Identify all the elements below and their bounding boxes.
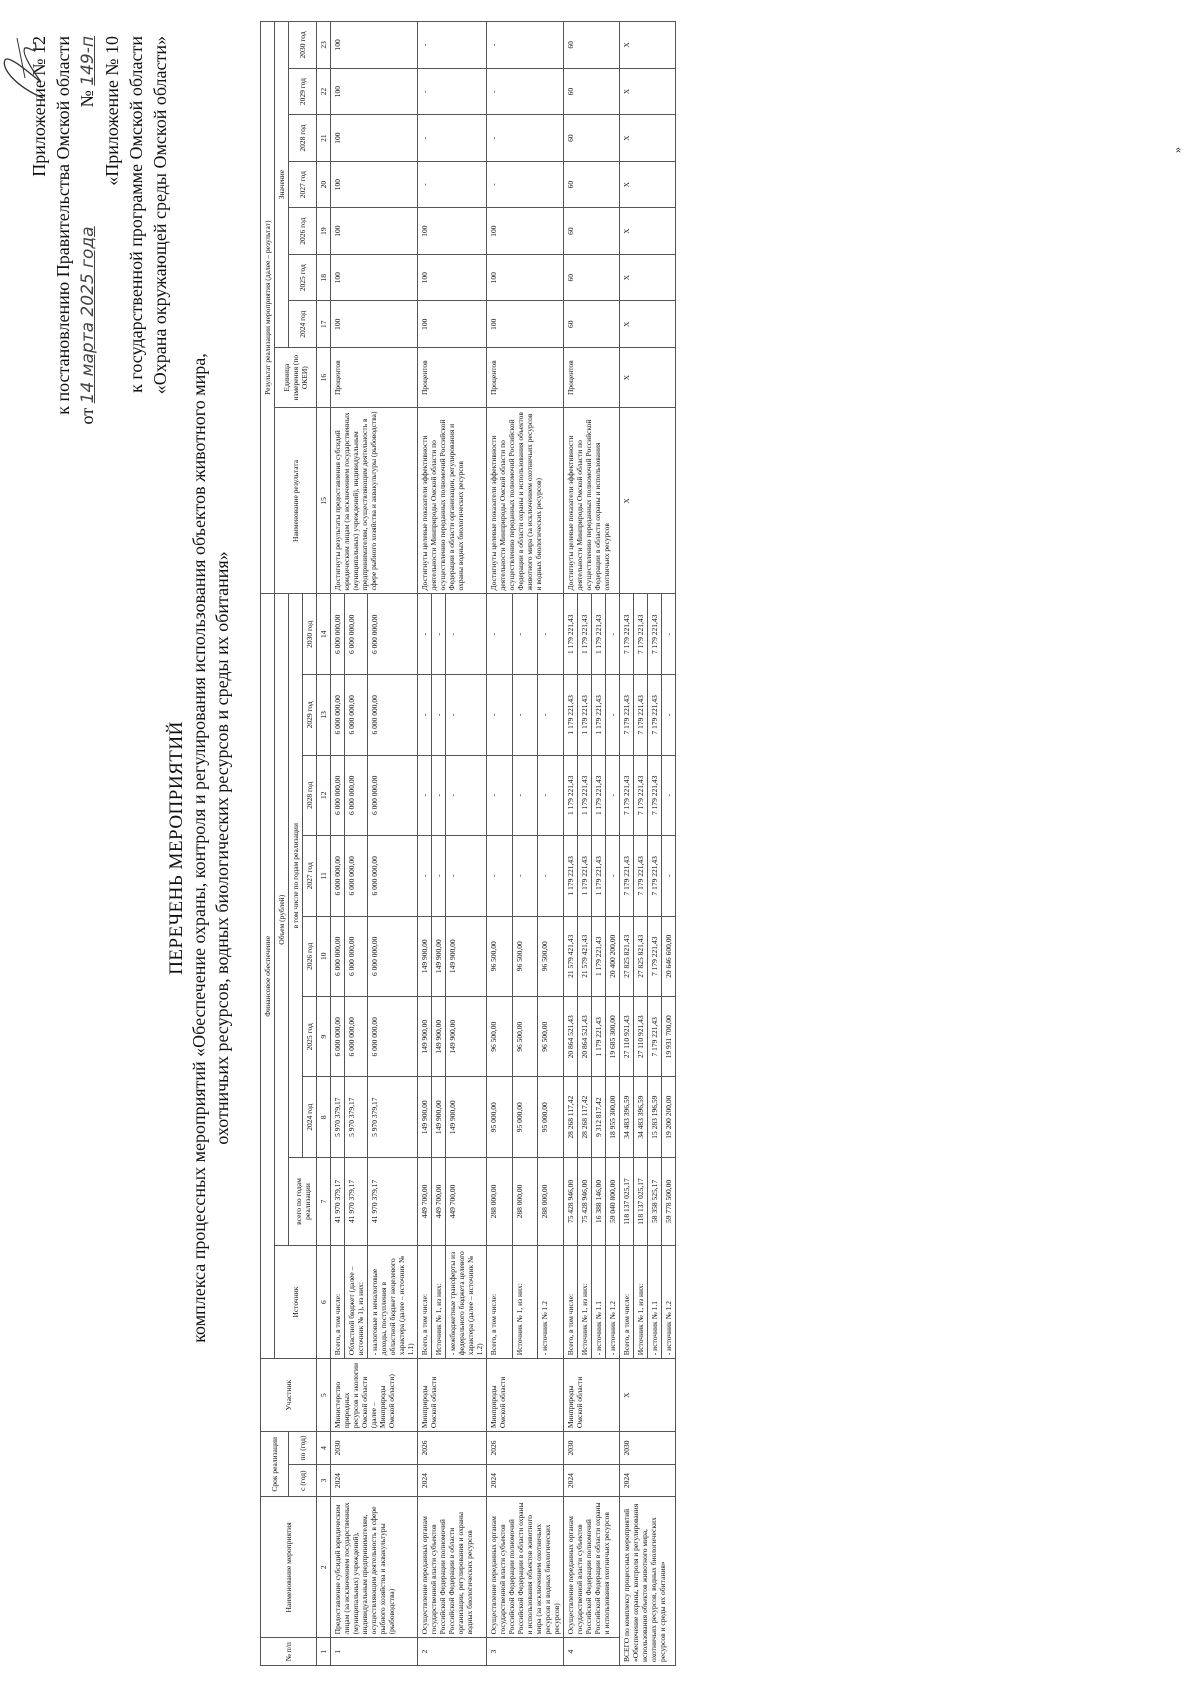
fin-value: - [446, 755, 487, 835]
result-value: 60 [564, 115, 620, 162]
fin-value: 149 900,00 [446, 997, 487, 1077]
fin-value: 7 179 221,43 [634, 836, 648, 916]
fin-value: - [418, 836, 432, 916]
term-from: 2024 [418, 1464, 487, 1497]
fin-value: 7 179 221,43 [634, 675, 648, 755]
fin-value: - [538, 675, 564, 755]
fin-value: 7 179 221,43 [648, 997, 662, 1077]
fin-value: 9 312 817,42 [592, 1077, 606, 1157]
table-row [418, 22, 432, 1666]
fin-value: 7 179 221,43 [648, 755, 662, 835]
fin-value: 18 955 300,00 [606, 1077, 620, 1157]
fin-value: - [432, 836, 446, 916]
result-value: Х [620, 301, 676, 348]
fin-value: 449 700,00 [432, 1157, 446, 1245]
fin-value: 7 179 221,43 [648, 675, 662, 755]
fin-value: 1 179 221,43 [578, 675, 592, 755]
fin-value: 5 970 379,17 [345, 1077, 368, 1157]
program-appendix-line: «Приложение № 10 [102, 36, 122, 186]
col-total: всего по годам реализации [289, 1157, 317, 1245]
fin-value: - [446, 675, 487, 755]
result-unit: Процентов [487, 347, 564, 407]
result-value: - [418, 115, 487, 162]
fin-value: 16 388 146,00 [592, 1157, 606, 1245]
column-number: 9 [317, 997, 331, 1077]
fin-value: - [606, 755, 620, 835]
column-number: 21 [317, 115, 331, 162]
result-value: 60 [564, 68, 620, 115]
fin-source: - источник № 1.1 [648, 1246, 662, 1359]
result-unit: Процентов [331, 347, 418, 407]
fin-value: 1 179 221,43 [564, 755, 578, 835]
column-number: 18 [317, 254, 331, 301]
fin-value: 6 000 000,00 [368, 997, 418, 1077]
title-line-3: охотничьих ресурсов, водных биологических ресурсов и среды их обитания» [212, 551, 232, 1145]
col-res-name: Наименование результата [275, 408, 317, 594]
measure-name: Осуществление переданных органам государственной власти субъектов Российской Федерации полномочий Российской Федерации в области организации, регулирования и охраны водных биологических ресурсов [418, 1497, 487, 1638]
fin-value: 6 000 000,00 [331, 675, 345, 755]
fin-value: 75 428 946,00 [578, 1157, 592, 1245]
fin-value: 7 179 221,43 [648, 594, 662, 675]
result-name: Х [620, 408, 676, 594]
decree-number: 149-п [78, 36, 98, 86]
fin-value: 6 000 000,00 [345, 675, 368, 755]
col-f2026: 2026 год [303, 916, 317, 996]
result-name: Достигнуты целевые показатели эффективности деятельности Минприроды Омской области по осуществлению переданных полномочий Российской Федерации в области организации, регулирования и охраны водных биологических ресурсов [418, 408, 487, 594]
result-value: Х [620, 115, 676, 162]
result-value: Х [620, 254, 676, 301]
fin-value: 96 500,00 [538, 916, 564, 996]
fin-value: 7 179 221,43 [620, 675, 634, 755]
term-from: 2024 [331, 1464, 418, 1497]
fin-value: - [538, 594, 564, 675]
fin-source: - источник № 1.2 [662, 1246, 676, 1359]
fin-source: Всего, в том числе: [564, 1246, 578, 1359]
col-to: по (год) [289, 1432, 317, 1465]
fin-value: - [606, 594, 620, 675]
table-row [564, 22, 578, 1666]
fin-value: 6 000 000,00 [368, 916, 418, 996]
fin-value: 15 283 196,59 [648, 1077, 662, 1157]
fin-value: - [662, 836, 676, 916]
fin-value: 149 900,00 [446, 916, 487, 996]
fin-value: 6 000 000,00 [331, 997, 345, 1077]
term-to: 2026 [418, 1432, 487, 1465]
total-row [620, 22, 634, 1666]
column-number: 10 [317, 916, 331, 996]
fin-value: 6 000 000,00 [368, 836, 418, 916]
fin-value: - [418, 675, 432, 755]
fin-source: Всего, в том числе: [487, 1246, 513, 1359]
result-value: 60 [564, 22, 620, 69]
result-value: - [487, 22, 564, 69]
col-from: с (год) [289, 1464, 317, 1497]
result-value: Х [620, 161, 676, 208]
result-value: 100 [331, 301, 418, 348]
fin-value: 96 500,00 [487, 916, 513, 996]
measures-table-wrap [260, 21, 676, 1666]
result-value: 100 [331, 22, 418, 69]
term-to: 2030 [564, 1432, 620, 1465]
result-value: 60 [564, 301, 620, 348]
fin-value: 34 483 396,59 [634, 1077, 648, 1157]
col-f2030: 2030 год [303, 594, 317, 675]
result-value: 100 [487, 254, 564, 301]
fin-value: 41 970 379,17 [331, 1157, 345, 1245]
row-number: 3 [487, 1638, 564, 1666]
fin-value: 1 179 221,43 [592, 594, 606, 675]
fin-value: 7 179 221,43 [620, 594, 634, 675]
fin-value: - [418, 594, 432, 675]
result-value: 100 [331, 68, 418, 115]
fin-value: 118 137 025,17 [634, 1157, 648, 1245]
rotated-page [15, 18, 1185, 1678]
col-participant: Участник [261, 1359, 317, 1432]
result-name: Достигнуты целевые показатели эффективности деятельности Минприроды Омской области по осуществлению переданных полномочий Российской Федерации в области охраны и использования охотничьих ресурсов [564, 408, 620, 594]
fin-value: 20 646 600,00 [662, 916, 676, 996]
term-to: 2026 [487, 1432, 564, 1465]
fin-value: 19 931 700,00 [662, 997, 676, 1077]
fin-value: - [538, 836, 564, 916]
col-v2029: 2029 год [289, 68, 317, 115]
fin-value: 7 179 221,43 [620, 755, 634, 835]
col-f2025: 2025 год [303, 997, 317, 1077]
column-number: 11 [317, 836, 331, 916]
col-f2027: 2027 год [303, 836, 317, 916]
decree-date-line: от 14 марта 2025 года № 149-п [77, 36, 98, 425]
fin-value: 1 179 221,43 [564, 594, 578, 675]
title-main: ПЕРЕЧЕНЬ МЕРОПРИЯТИЙ [166, 721, 187, 975]
decree-line: к постановлению Правительства Омской области [53, 36, 73, 415]
fin-value: 58 358 525,17 [648, 1157, 662, 1245]
column-number: 3 [317, 1464, 331, 1497]
fin-value: 1 179 221,43 [592, 997, 606, 1077]
program-name-line: «Охрана окружающей среды Омской области» [150, 36, 170, 395]
fin-value: - [432, 675, 446, 755]
fin-value: 28 268 117,42 [578, 1077, 592, 1157]
fin-value: 6 000 000,00 [345, 755, 368, 835]
result-name: Достигнуты результаты предоставления субсидий юридическим лицам (за исключением государственных (муниципальных) учреждений), индивидуальным предпринимателям, осуществляющим деятельность в сфере рыбного хозяйства и аквакультуры (рыбоводства) [331, 408, 418, 594]
fin-value: 1 179 221,43 [578, 755, 592, 835]
fin-value: - [512, 675, 538, 755]
fin-value: - [432, 594, 446, 675]
closing-quote: » [1170, 147, 1184, 153]
fin-value: 34 483 396,59 [620, 1077, 634, 1157]
fin-value: 149 900,00 [418, 1077, 432, 1157]
col-fin: Финансовое обеспечение [261, 594, 275, 1359]
result-value: Х [620, 208, 676, 255]
col-f2029: 2029 год [303, 675, 317, 755]
column-number: 20 [317, 161, 331, 208]
fin-value: 7 179 221,43 [648, 916, 662, 996]
col-v2027: 2027 год [289, 161, 317, 208]
col-v2025: 2025 год [289, 254, 317, 301]
fin-value: 95 000,00 [512, 1077, 538, 1157]
fin-value: 7 179 221,43 [634, 755, 648, 835]
fin-source: Всего, в том числе: [620, 1246, 634, 1359]
fin-value: - [446, 836, 487, 916]
table-row [331, 22, 345, 1666]
measures-table-body [331, 22, 676, 1666]
column-number: 17 [317, 301, 331, 348]
participant: Минприроды Омской области [418, 1359, 487, 1432]
fin-value: 59 040 800,00 [606, 1157, 620, 1245]
fin-source: Источник № 1, из них: [432, 1246, 446, 1359]
fin-value: 288 000,00 [487, 1157, 513, 1245]
col-value: Значение [275, 22, 289, 348]
fin-value: - [662, 755, 676, 835]
col-v2028: 2028 год [289, 115, 317, 162]
column-number: 13 [317, 675, 331, 755]
measures-table [260, 21, 676, 1666]
measure-name: Предоставление субсидий юридическим лицам (за исключением государственных (муниципальных) учреждений), индивидуальным предпринимателям, осуществляющим деятельность в сфере рыбного хозяйства и аквакультуры (рыбоводства) [331, 1497, 418, 1638]
fin-value: 5 970 379,17 [331, 1077, 345, 1157]
fin-value: 1 179 221,43 [578, 594, 592, 675]
signature-mark [0, 28, 55, 108]
fin-value: 6 000 000,00 [368, 594, 418, 675]
result-value: 100 [487, 301, 564, 348]
col-unit: Единица измерения (по ОКЕИ) [275, 347, 317, 407]
fin-value: 449 700,00 [418, 1157, 432, 1245]
fin-value: 149 900,00 [432, 997, 446, 1077]
fin-value: 449 700,00 [446, 1157, 487, 1245]
fin-source: Источник № 1, из них: [512, 1246, 538, 1359]
fin-value: - [418, 755, 432, 835]
fin-source: - источник № 1.2 [538, 1246, 564, 1359]
result-value: 100 [331, 115, 418, 162]
col-by-years: в том числе по годам реализации [289, 594, 303, 1158]
fin-value: 20 864 521,43 [564, 997, 578, 1077]
column-number: 22 [317, 68, 331, 115]
fin-value: 6 000 000,00 [368, 755, 418, 835]
fin-value: - [512, 836, 538, 916]
fin-value: 19 200 200,00 [662, 1077, 676, 1157]
col-f2028: 2028 год [303, 755, 317, 835]
fin-source: Областной бюджет (далее – источник № 1), из них: [345, 1246, 368, 1359]
column-number: 6 [317, 1246, 331, 1359]
col-v2030: 2030 год [289, 22, 317, 69]
result-value: 100 [331, 254, 418, 301]
fin-value: 1 179 221,43 [578, 836, 592, 916]
fin-value: - [446, 594, 487, 675]
fin-value: - [487, 594, 513, 675]
total-name: ВСЕГО по комплексу процессных мероприятий «Обеспечение охраны, контроля и регулирования использования объектов животного мира, охотничьих ресурсов, водных биологических ресурсов и среды их обитания» [620, 1497, 676, 1666]
fin-value: 6 000 000,00 [331, 836, 345, 916]
fin-value: 1 179 221,43 [564, 675, 578, 755]
fin-value: 6 000 000,00 [345, 836, 368, 916]
fin-value: - [487, 836, 513, 916]
fin-value: 27 110 921,43 [634, 997, 648, 1077]
col-v2026: 2026 год [289, 208, 317, 255]
result-value: - [487, 161, 564, 208]
col-source: Источник [275, 1246, 317, 1359]
fin-source: - налоговые и неналоговые доходы, поступления в областной бюджет нецелевого характера (далее – источник № 1.1) [368, 1246, 418, 1359]
fin-value: 6 000 000,00 [331, 594, 345, 675]
fin-value: 95 000,00 [538, 1077, 564, 1157]
result-value: Х [620, 68, 676, 115]
term-from: 2024 [564, 1464, 620, 1497]
row-number: 4 [564, 1638, 620, 1666]
fin-value: 20 864 521,43 [578, 997, 592, 1077]
result-unit: Х [620, 347, 676, 407]
column-number: 5 [317, 1359, 331, 1432]
fin-value: 75 428 946,00 [564, 1157, 578, 1245]
fin-value: 28 268 117,42 [564, 1077, 578, 1157]
row-number: 2 [418, 1638, 487, 1666]
fin-value: 6 000 000,00 [345, 997, 368, 1077]
term-to: 2030 [620, 1432, 676, 1465]
fin-value: 41 970 379,17 [368, 1157, 418, 1245]
column-number: 16 [317, 347, 331, 407]
fin-value: 96 500,00 [512, 997, 538, 1077]
fin-source: Всего, в том числе: [418, 1246, 432, 1359]
fin-source: Источник № 1, из них: [634, 1246, 648, 1359]
result-unit: Процентов [418, 347, 487, 407]
fin-value: 6 000 000,00 [345, 916, 368, 996]
term-from: 2024 [487, 1464, 564, 1497]
col-no: № п/п [261, 1638, 317, 1666]
fin-value: 149 900,00 [418, 997, 432, 1077]
fin-value: 41 970 379,17 [345, 1157, 368, 1245]
column-number: 19 [317, 208, 331, 255]
fin-value: 7 179 221,43 [634, 594, 648, 675]
result-value: 100 [487, 208, 564, 255]
fin-value: 6 000 000,00 [331, 916, 345, 996]
result-value: - [418, 22, 487, 69]
col-v2024: 2024 год [289, 301, 317, 348]
measure-name: Осуществление переданных органам государственной власти субъектов Российской Федерации полномочий Российской Федерации в области охраны и использования охотничьих ресурсов [564, 1497, 620, 1638]
fin-value: 6 000 000,00 [368, 675, 418, 755]
term-to: 2030 [331, 1432, 418, 1465]
fin-value: 27 110 921,43 [620, 997, 634, 1077]
column-number: 7 [317, 1157, 331, 1245]
result-value: Х [620, 22, 676, 69]
document-title [165, 138, 234, 1558]
fin-value: - [487, 675, 513, 755]
fin-value: 21 579 421,43 [564, 916, 578, 996]
fin-source: Всего, в том числе: [331, 1246, 345, 1359]
result-value: - [487, 68, 564, 115]
fin-value: - [606, 675, 620, 755]
result-value: 100 [331, 208, 418, 255]
fin-value: 288 000,00 [512, 1157, 538, 1245]
result-value: - [418, 68, 487, 115]
participant: Х [620, 1359, 676, 1432]
participant: Минприроды Омской области [564, 1359, 620, 1432]
participant: Минприроды Омской области [487, 1359, 564, 1432]
fin-value: 149 900,00 [418, 916, 432, 996]
fin-value: 5 970 379,17 [368, 1077, 418, 1157]
measure-name: Осуществление переданных органам государственной власти субъектов Российской Федерации полномочий Российской Федерации в области охраны и использования объектов животного мира (за исключением охотничьих ресурсов и водных биологических ресурсов) [487, 1497, 564, 1638]
fin-value: 149 900,00 [446, 1077, 487, 1157]
term-from: 2024 [620, 1464, 676, 1497]
result-value: 60 [564, 254, 620, 301]
fin-value: 6 000 000,00 [345, 594, 368, 675]
column-numbers-row [317, 22, 331, 1666]
fin-value: - [512, 755, 538, 835]
result-value: 100 [418, 254, 487, 301]
fin-value: 96 500,00 [487, 997, 513, 1077]
fin-value: - [512, 594, 538, 675]
column-number: 12 [317, 755, 331, 835]
fin-value: 7 179 221,43 [648, 836, 662, 916]
fin-value: 1 179 221,43 [592, 675, 606, 755]
fin-source: Источник № 1, из них: [578, 1246, 592, 1359]
fin-value: 1 179 221,43 [564, 836, 578, 916]
column-number: 1 [317, 1638, 331, 1666]
fin-value: 1 179 221,43 [592, 836, 606, 916]
fin-value: 21 579 421,43 [578, 916, 592, 996]
table-row [487, 22, 513, 1666]
fin-value: 149 900,00 [432, 1077, 446, 1157]
program-line: к государственной программе Омской области [126, 36, 146, 393]
fin-value: - [662, 594, 676, 675]
result-unit: Процентов [564, 347, 620, 407]
column-number: 23 [317, 22, 331, 69]
fin-value: 1 179 221,43 [592, 916, 606, 996]
column-number: 2 [317, 1497, 331, 1638]
result-value: - [418, 161, 487, 208]
fin-value: 149 900,00 [432, 916, 446, 996]
decree-date: 14 марта 2025 года [78, 226, 98, 404]
fin-value: 96 500,00 [512, 916, 538, 996]
col-result: Результат реализации мероприятия (далее – результат) [261, 22, 275, 594]
title-line-2: комплекса процессных мероприятий «Обеспечение охраны, контроля и регулирования использования объектов животного мира, [189, 353, 209, 1343]
fin-source: - межбюджетные трансферты из федерального бюджета целевого характера (далее – источник № 1.2) [446, 1246, 487, 1359]
result-value: 100 [418, 301, 487, 348]
result-value: - [487, 115, 564, 162]
fin-value: 118 137 025,17 [620, 1157, 634, 1245]
fin-value: 27 825 821,43 [620, 916, 634, 996]
column-number: 14 [317, 594, 331, 675]
fin-value: 19 685 300,00 [606, 997, 620, 1077]
fin-value: - [606, 836, 620, 916]
col-volume: Объем (рублей) [275, 594, 289, 1246]
fin-source: - источник № 1.2 [606, 1246, 620, 1359]
result-name: Достигнуты целевые показатели эффективности деятельности Минприроды Омской области по осуществлению переданных полномочий Российской Федерации в области охраны и использования объектов животного мира (за исключением охотничьих ресурсов и водных биологических ресурсов) [487, 408, 564, 594]
fin-value: - [487, 755, 513, 835]
fin-value: - [538, 755, 564, 835]
column-number: 8 [317, 1077, 331, 1157]
row-number: 1 [331, 1638, 418, 1666]
appendix-line: Приложение № 12 [29, 36, 49, 177]
result-value: 100 [331, 161, 418, 208]
fin-value: 96 500,00 [538, 997, 564, 1077]
fin-value: - [662, 675, 676, 755]
fin-value: 95 000,00 [487, 1077, 513, 1157]
col-f2024: 2024 год [303, 1077, 317, 1157]
fin-value: 6 000 000,00 [331, 755, 345, 835]
fin-value: 20 400 200,00 [606, 916, 620, 996]
col-name: Наименование мероприятия [261, 1497, 317, 1638]
column-number: 4 [317, 1432, 331, 1465]
result-value: 100 [418, 208, 487, 255]
fin-value: - [432, 755, 446, 835]
fin-value: 7 179 221,43 [620, 836, 634, 916]
fin-value: 1 179 221,43 [592, 755, 606, 835]
fin-value: 59 778 500,00 [662, 1157, 676, 1245]
fin-value: 288 000,00 [538, 1157, 564, 1245]
result-value: 60 [564, 161, 620, 208]
col-term: Срок реализации [261, 1432, 289, 1497]
fin-value: 27 825 821,43 [634, 916, 648, 996]
result-value: 60 [564, 208, 620, 255]
participant: Министерство природных ресурсов и экологии Омской области (далее – Минприроды Омской области) [331, 1359, 418, 1432]
column-number: 15 [317, 408, 331, 594]
fin-source: - источник № 1.1 [592, 1246, 606, 1359]
